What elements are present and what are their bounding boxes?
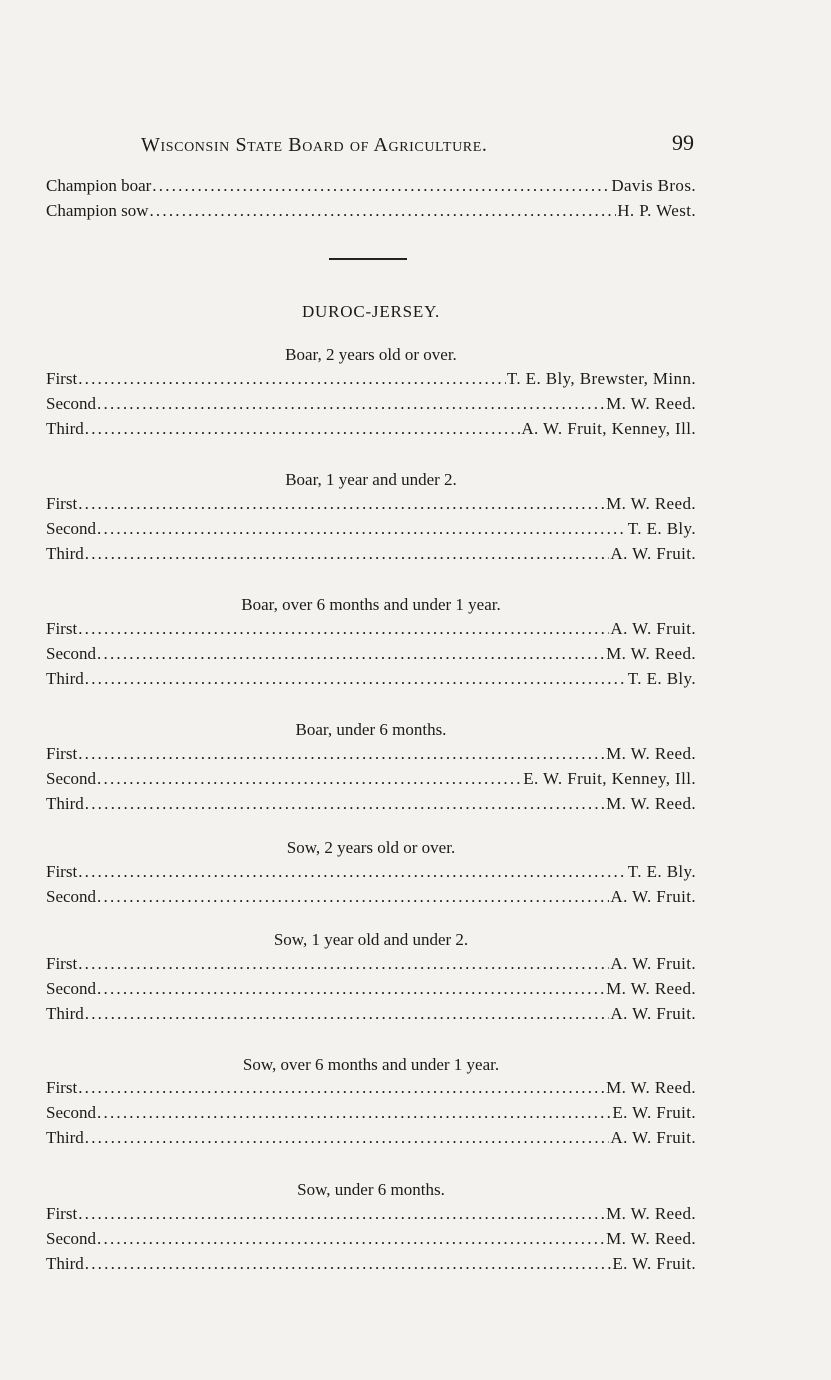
- entry-row: [46, 669, 696, 693]
- entry-row: [46, 862, 696, 886]
- champion-sow-row: [46, 201, 696, 225]
- dot-leader: [97, 519, 627, 539]
- place-label: First: [46, 862, 78, 881]
- entry-row: [46, 1078, 696, 1102]
- entry-row: [46, 644, 696, 668]
- dot-leader: [78, 369, 506, 389]
- place-label: Third: [46, 794, 84, 813]
- dot-leader: [78, 862, 627, 882]
- entry-row: [46, 954, 696, 978]
- entry-row: [46, 744, 696, 768]
- place-label: First: [46, 369, 78, 388]
- entry-row: [46, 794, 696, 818]
- winner: M. W. Reed.: [606, 1204, 696, 1223]
- entry-row: [46, 1254, 696, 1278]
- winner: T. E. Bly.: [627, 669, 696, 688]
- section-title: DUROC-JERSEY.: [301, 302, 441, 321]
- place-label: Third: [46, 419, 84, 438]
- class-title: Boar, 2 years old or over.: [285, 345, 457, 364]
- dot-leader: [78, 494, 605, 514]
- class-title: Sow, 1 year old and under 2.: [273, 930, 469, 949]
- place-label: Second: [46, 1103, 97, 1122]
- dot-leader: [97, 1229, 605, 1249]
- entry-row: [46, 619, 696, 643]
- winner: T. E. Bly, Brewster, Minn.: [506, 369, 696, 388]
- place-label: First: [46, 494, 78, 513]
- place-label: Third: [46, 544, 84, 563]
- winner: M. W. Reed.: [606, 744, 696, 763]
- winner: E. W. Fruit.: [612, 1103, 696, 1122]
- place-label: First: [46, 954, 78, 973]
- place-label: Second: [46, 769, 97, 788]
- class-title: Sow, over 6 months and under 1 year.: [242, 1055, 500, 1074]
- winner: A. W. Fruit.: [610, 1128, 696, 1147]
- dot-leader: [85, 1004, 610, 1024]
- dot-leader: [97, 394, 605, 414]
- class-title: Sow, 2 years old or over.: [286, 838, 456, 857]
- winner: M. W. Reed.: [606, 394, 696, 413]
- place-label: First: [46, 1078, 78, 1097]
- section-divider: [329, 258, 407, 260]
- dot-leader: [78, 1204, 605, 1224]
- champion-label: Champion sow: [46, 201, 149, 220]
- dot-leader: [78, 744, 605, 764]
- dot-leader: [97, 1103, 611, 1123]
- entry-row: [46, 519, 696, 543]
- dot-leader: [85, 1128, 610, 1148]
- class-title: Boar, under 6 months.: [295, 720, 447, 739]
- dot-leader: [78, 619, 609, 639]
- dot-leader: [78, 1078, 605, 1098]
- place-label: Second: [46, 1229, 97, 1248]
- entry-row: [46, 419, 696, 443]
- dot-leader: [85, 544, 610, 564]
- entry-row: [46, 769, 696, 793]
- winner: M. W. Reed.: [606, 644, 696, 663]
- dot-leader: [97, 769, 522, 789]
- place-label: Third: [46, 1254, 84, 1273]
- champion-winner: Davis Bros.: [611, 176, 696, 195]
- entry-row: [46, 1204, 696, 1228]
- winner: A. W. Fruit.: [610, 544, 696, 563]
- winner: M. W. Reed.: [606, 794, 696, 813]
- entry-row: [46, 979, 696, 1003]
- place-label: Third: [46, 1128, 84, 1147]
- page-header: [46, 130, 696, 160]
- entry-row: [46, 1103, 696, 1127]
- place-label: First: [46, 1204, 78, 1223]
- place-label: Second: [46, 644, 97, 663]
- winner: E. W. Fruit, Kenney, Ill.: [523, 769, 696, 788]
- class-title: Sow, under 6 months.: [297, 1180, 445, 1199]
- dot-leader: [149, 201, 616, 221]
- class-title: Boar, 1 year and under 2.: [285, 470, 457, 489]
- winner: M. W. Reed.: [606, 979, 696, 998]
- place-label: Second: [46, 887, 97, 906]
- winner: A. W. Fruit.: [610, 1004, 696, 1023]
- entry-row: [46, 1229, 696, 1253]
- place-label: Third: [46, 1004, 84, 1023]
- entry-row: [46, 369, 696, 393]
- winner: A. W. Fruit.: [610, 954, 696, 973]
- dot-leader: [97, 979, 605, 999]
- dot-leader: [152, 176, 610, 196]
- entry-row: [46, 887, 696, 911]
- place-label: Second: [46, 979, 97, 998]
- winner: M. W. Reed.: [606, 494, 696, 513]
- dot-leader: [97, 644, 605, 664]
- dot-leader: [97, 887, 609, 907]
- entry-row: [46, 544, 696, 568]
- winner: M. W. Reed.: [606, 1229, 696, 1248]
- dot-leader: [85, 669, 627, 689]
- entry-row: [46, 1128, 696, 1152]
- dot-leader: [85, 794, 605, 814]
- running-title: Wisconsin State Board of Agriculture.: [141, 134, 488, 156]
- dot-leader: [85, 419, 521, 439]
- page-number: 99: [672, 130, 694, 155]
- class-title: Boar, over 6 months and under 1 year.: [241, 595, 501, 614]
- winner: E. W. Fruit.: [612, 1254, 696, 1273]
- place-label: Third: [46, 669, 84, 688]
- place-label: First: [46, 744, 78, 763]
- place-label: First: [46, 619, 78, 638]
- place-label: Second: [46, 519, 97, 538]
- winner: A. W. Fruit.: [610, 887, 696, 906]
- champion-boar-row: [46, 176, 696, 200]
- winner: T. E. Bly.: [627, 519, 696, 538]
- entry-row: [46, 494, 696, 518]
- winner: T. E. Bly.: [627, 862, 696, 881]
- winner: A. W. Fruit.: [610, 619, 696, 638]
- entry-row: [46, 394, 696, 418]
- winner: M. W. Reed.: [606, 1078, 696, 1097]
- dot-leader: [85, 1254, 612, 1274]
- place-label: Second: [46, 394, 97, 413]
- dot-leader: [78, 954, 609, 974]
- entry-row: [46, 1004, 696, 1028]
- champion-label: Champion boar: [46, 176, 152, 195]
- champion-winner: H. P. West.: [617, 201, 696, 220]
- winner: A. W. Fruit, Kenney, Ill.: [521, 419, 696, 438]
